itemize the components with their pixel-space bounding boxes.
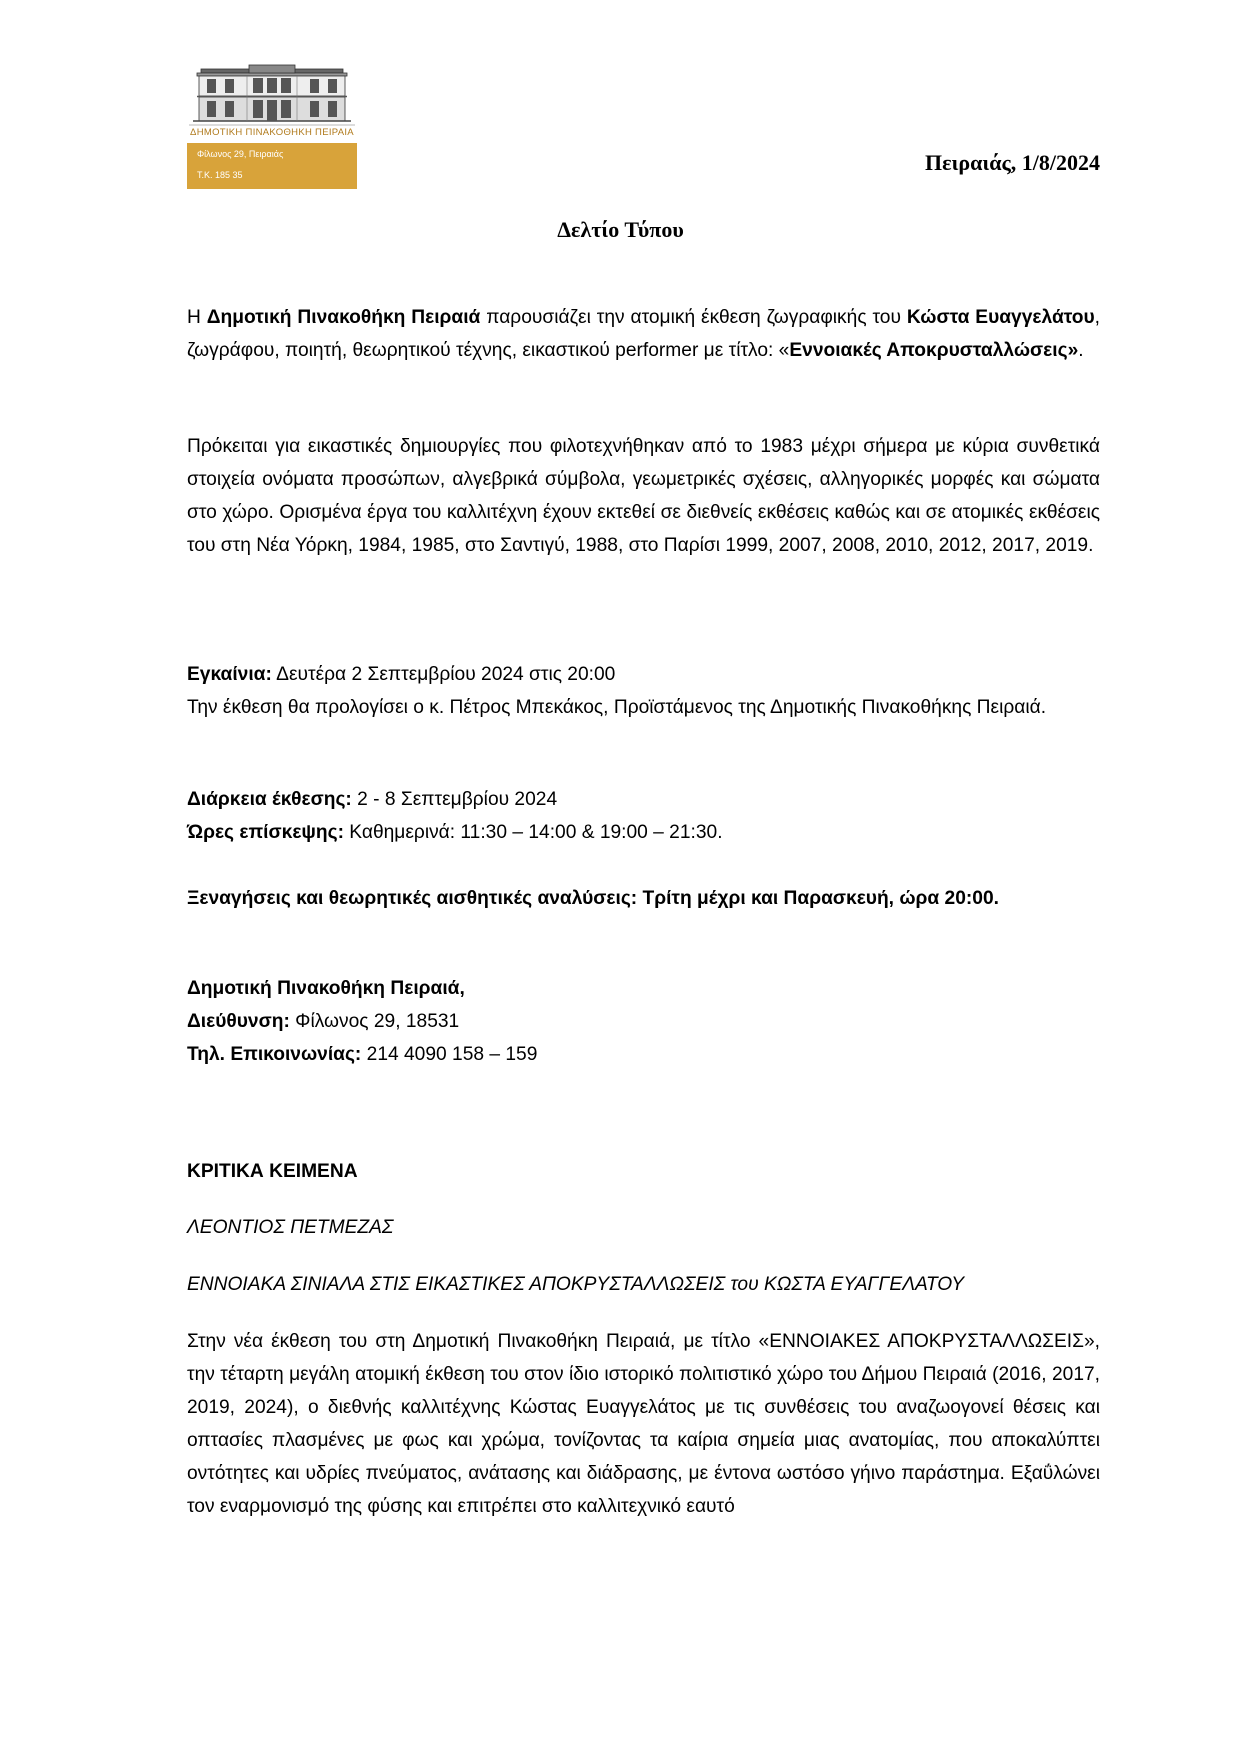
duration-value: 2 - 8 Σεπτεμβρίου 2024 [351,789,558,810]
dateline: Πειραιάς, 1/8/2024 [925,150,1100,175]
duration-label: Διάρκεια έκθεσης: [187,789,352,810]
logo-address-line1: Φίλωνος 29, Πειραιάς [197,149,284,159]
logo-name: ΔΗΜΟΤΙΚΗ ΠΙΝΑΚΟΘΗΚΗ ΠΕΙΡΑΙΑ [190,127,354,138]
opening-value: Δευτέρα 2 Σεπτεμβρίου 2024 στις 20:00 [271,664,616,685]
hours-line [187,816,1100,849]
opening-label: Εγκαίνια: [187,664,272,685]
intro-paragraph [187,301,1100,367]
critical-heading: ΚΡΙΤΙΚΑ ΚΕΙΜΕΝΑ [187,1161,358,1182]
intro-text-3: , ζωγράφου, ποιητή, θεωρητικού τέχνης, εικαστικού performer με τίτλο: « [187,307,1101,361]
phone-value: 214 4090 158 – 159 [361,1044,538,1065]
artist-name: Κώστα Ευαγγελάτου [906,307,1095,328]
contact-phone [187,1038,1100,1071]
document-title: Δελτίο Τύπου [557,217,684,242]
essay-title: ΕΝΝΟΙΑΚΑ ΣΙΝΙΑΛΑ ΣΤΙΣ ΕΙΚΑΣΤΙΚΕΣ ΑΠΟΚΡΥΣΤΑΛΛΩΣΕΙΣ του ΚΩΣΤΑ ΕΥΑΓΓΕΛΑΤΟΥ [187,1274,964,1295]
intro-text-2: παρουσιάζει την ατομική έκθεση ζωγραφικής του [480,307,907,328]
duration-line [187,783,1100,816]
intro-text-4: . [1078,340,1084,361]
exhibition-title: Εννοιακές Αποκρυσταλλώσεις» [789,340,1079,361]
logo-address-line2: Τ.Κ. 185 35 [197,170,243,180]
contact-name: Δημοτική Πινακοθήκη Πειραιά, [187,978,465,999]
address-value: Φίλωνος 29, 18531 [289,1011,460,1032]
phone-label: Τηλ. Επικοινωνίας: [187,1044,362,1065]
opening-note: Την έκθεση θα προλογίσει ο κ. Πέτρος Μπεκάκος, Προϊστάμενος της Δημοτικής Πινακοθήκης Πειραιά. [187,697,1047,718]
logo-address-band [187,143,357,189]
hours-value: Καθημερινά: 11:30 – 14:00 & 19:00 – 21:30. [343,822,723,843]
contact-address [187,1005,1100,1038]
intro-text-1: Η [187,307,207,328]
hours-label: Ώρες επίσκεψης: [187,822,344,843]
essay-body: Στην νέα έκθεση του στη Δημοτική Πινακοθήκη Πειραιά, με τίτλο «ΕΝΝΟΙΑΚΕΣ ΑΠΟΚΡΥΣΤΑΛΛΩΣΕΙΣ», την τέταρτη μεγάλη ατομική έκθεση του στον ίδιο ιστορικό πολιτιστικό χώρο του Δήμου Πειραιά (2016, 2017, 2019, 2024), ο διεθνής καλλιτέχνης Κώστας Ευαγγελάτος με τις συνθέσεις του αναζωογονεί θέσεις και οπτασίες πλασμένες με φως και χρώμα, τονίζοντας τα καίρια σημεία μιας ανατομίας, που αποκαλύπτει οντότητες και υδρίες πνεύματος, ανάτασης και διάδρασης, με έντονα ωστόσο γήινο παράστημα. Εξαΰλώνει τον εναρμονισμό της φύσης και επιτρέπει στο καλλιτεχνικό εαυτό [187,1331,1100,1517]
museum-building-icon [187,63,357,127]
gallery-name: Δημοτική Πινακοθήκη Πειραιά [206,307,481,328]
address-label: Διεύθυνση: [187,1011,290,1032]
opening-line [187,658,1100,691]
building-illustration [187,63,357,143]
description-paragraph: Πρόκειται για εικαστικές δημιουργίες που φιλοτεχνήθηκαν από το 1983 μέχρι σήμερα με κύρια συνθετικά στοιχεία ονόματα προσώπων, αλγεβρικά σύμβολα, γεωμετρικές σχέσεις, αλληγορικές μορφές και σώματα στο χώρο. Ορισμένα έργα του καλλιτέχνη έχουν εκτεθεί σε διεθνείς εκθέσεις καθώς και σε ατομικές εκθέσεις του στη Νέα Υόρκη, 1984, 1985, στο Σαντιγύ, 1988, στο Παρίσι 1999, 2007, 2008, 2010, 2012, 2017, 2019. [187,436,1100,556]
critical-author: ΛΕΟΝΤΙΟΣ ΠΕΤΜΕΖΑΣ [187,1217,394,1238]
tours-paragraph: Ξεναγήσεις και θεωρητικές αισθητικές αναλύσεις: Τρίτη μέχρι και Παρασκευή, ώρα 20:00. [187,888,999,909]
gallery-logo [187,63,357,189]
